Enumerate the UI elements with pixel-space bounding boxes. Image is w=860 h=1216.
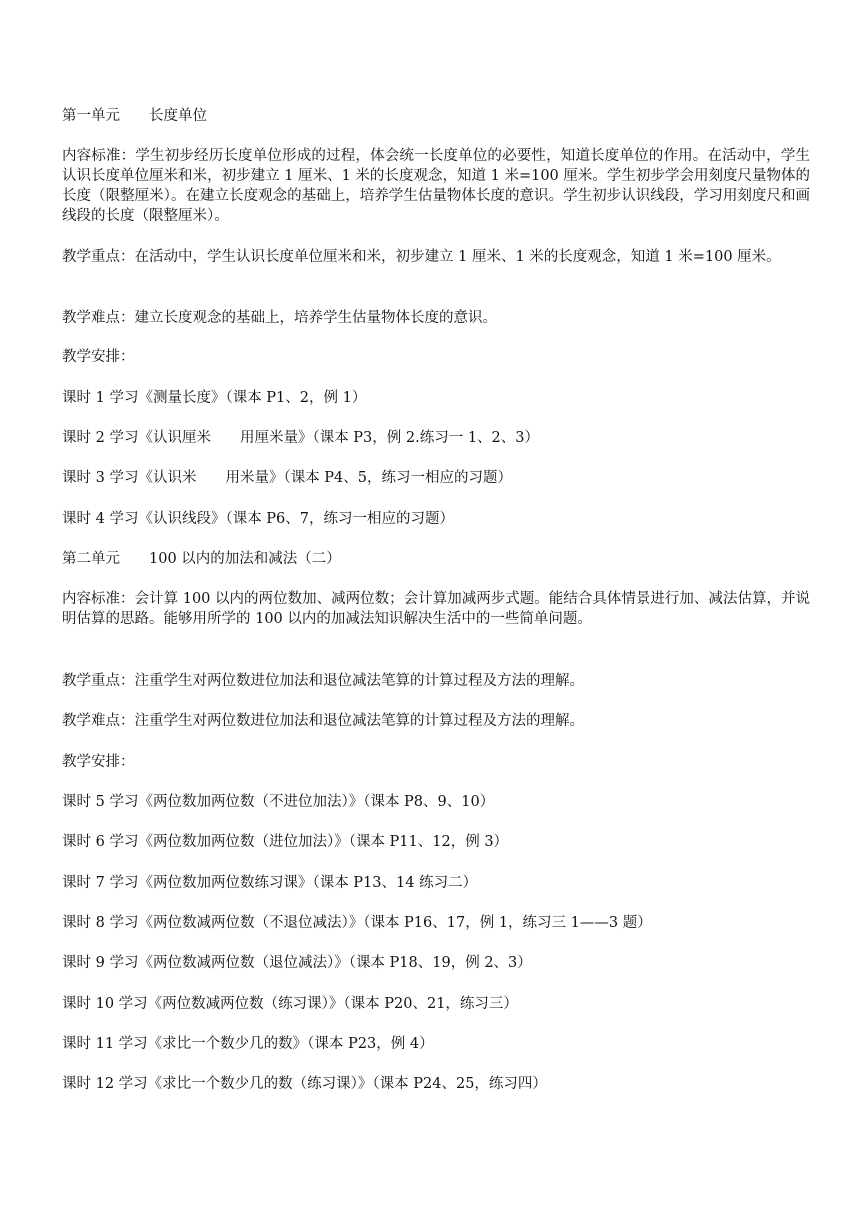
lesson-item: 课时 9 学习《两位数减两位数（退位减法）》（课本 P18、19，例 2、3） [62, 955, 532, 971]
lesson-item: 课时 11 学习《求比一个数少几的数》（课本 P23，例 4） [62, 1036, 434, 1052]
unit2-content-standard: 内容标准：会计算 100 以内的两位数加、减两位数；会计算加减两步式题。能结合具体情景进行加、减法估算，并说明估算的思路。能够用所学的 100 以内的加减法知识解决生活中的一些简单问题。 [62, 591, 810, 627]
unit2-difficulties: 教学难点：注重学生对两位数进位加法和退位减法笔算的计算过程及方法的理解。 [62, 713, 584, 729]
unit1-heading: 第一单元 长度单位 [62, 108, 207, 124]
unit1-key-points: 教学重点：在活动中，学生认识长度单位厘米和米，初步建立 1 厘米、1 米的长度观念，知道 1 米=100 厘米。 [62, 249, 781, 265]
lesson-item: 课时 4 学习《认识线段》（课本 P6、7，练习一相应的习题） [62, 511, 455, 527]
lesson-item: 课时 1 学习《测量长度》（课本 P1、2，例 1） [62, 390, 367, 406]
lesson-item: 课时 6 学习《两位数加两位数（进位加法）》（课本 P11、12，例 3） [62, 834, 509, 850]
lesson-item: 课时 3 学习《认识米 用米量》（课本 P4、5，练习一相应的习题） [62, 470, 513, 486]
lesson-item: 课时 7 学习《两位数加两位数练习课》（课本 P13、14 练习二） [62, 875, 478, 891]
unit1-difficulties: 教学难点：建立长度观念的基础上，培养学生估量物体长度的意识。 [62, 310, 497, 326]
lesson-item: 课时 2 学习《认识厘米 用厘米量》（课本 P3，例 2.练习一 1、2、3） [62, 430, 540, 446]
unit2-heading: 第二单元 100 以内的加法和减法（二） [62, 551, 341, 567]
lesson-item: 课时 8 学习《两位数减两位数（不退位减法）》（课本 P16、17，例 1，练习三 1——3 题） [62, 915, 652, 931]
unit2-key-points: 教学重点：注重学生对两位数进位加法和退位减法笔算的计算过程及方法的理解。 [62, 673, 584, 689]
lesson-item: 课时 10 学习《两位数减两位数（练习课）》（课本 P20、21，练习三） [62, 996, 518, 1012]
unit1-arrangement-label: 教学安排： [62, 349, 135, 365]
lesson-item: 课时 5 学习《两位数加两位数（不进位加法）》（课本 P8、9、10） [62, 794, 495, 810]
unit1-content-standard: 内容标准：学生初步经历长度单位形成的过程，体会统一长度单位的必要性，知道长度单位的作用。在活动中，学生认识长度单位厘米和米，初步建立 1 厘米、1 米的长度观念，知道 1 米=100 厘米。学生初步学会用刻度尺量物体的长度（限整厘米）。在建立长度观念的基础上，培养学生估量物体长度的意识。学生初步认识线段，学习用刻度尺和画线段的长度（限整厘米）。 [62, 148, 810, 224]
unit2-arrangement-label: 教学安排： [62, 754, 135, 770]
lesson-item: 课时 12 学习《求比一个数少几的数（练习课）》（课本 P24、25，练习四） [62, 1076, 547, 1092]
